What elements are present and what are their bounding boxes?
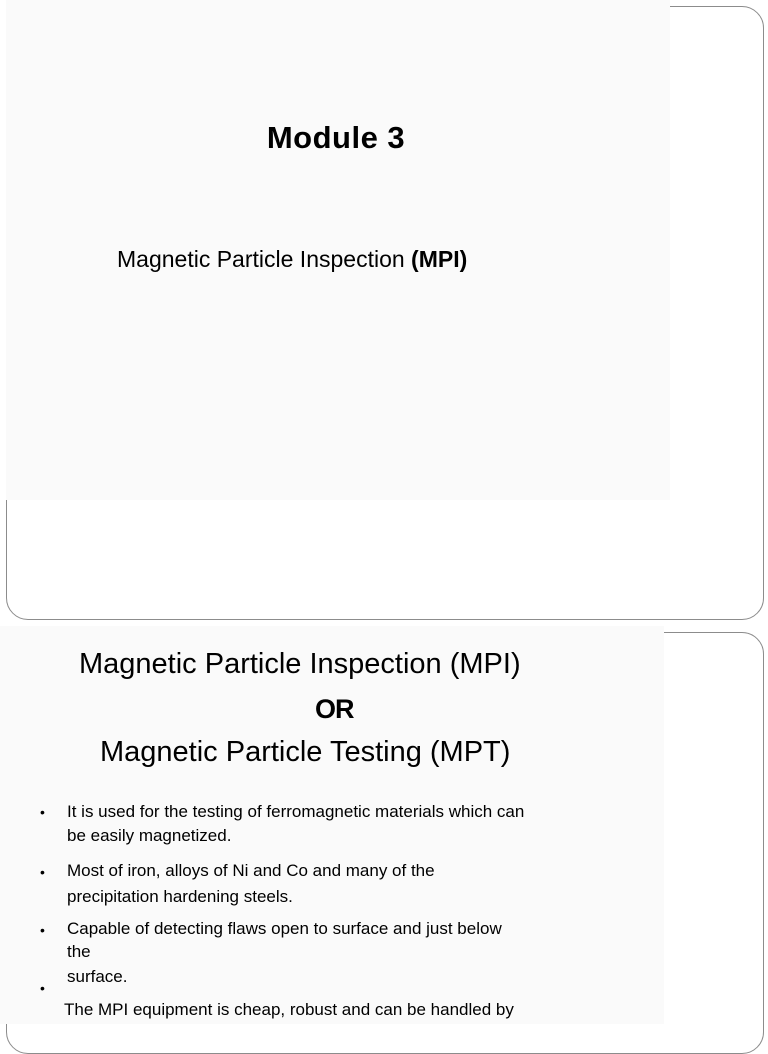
bullet-icon: •: [40, 804, 45, 820]
bullet-icon: •: [40, 922, 45, 938]
bullet-3-line-1: Capable of detecting flaws open to surface and just below: [67, 919, 502, 938]
bullet-3-line-3: surface.: [67, 967, 128, 986]
bullet-1-line-1: It is used for the testing of ferromagnetic materials which can: [67, 802, 525, 821]
heading-mpi: Magnetic Particle Inspection (MPI): [79, 648, 521, 680]
bullet-1-line-2: be easily magnetized.: [67, 826, 232, 845]
subtitle-text: Magnetic Particle Inspection: [117, 246, 412, 272]
bullet-4-line-1: The MPI equipment is cheap, robust and can be handled by: [64, 1000, 514, 1019]
module-title: Module 3: [266, 120, 406, 155]
bullet-icon: •: [40, 980, 45, 996]
heading-or: OR: [315, 694, 354, 724]
bullet-2-line-1: Most of iron, alloys of Ni and Co and many of the: [67, 861, 435, 880]
heading-mpt: Magnetic Particle Testing (MPT): [100, 736, 511, 768]
bullet-icon: •: [40, 864, 45, 880]
subtitle-abbrev: (MPI): [411, 246, 468, 272]
module-subtitle: [117, 246, 467, 273]
bullet-2-line-2: precipitation hardening steels.: [67, 887, 293, 906]
bullet-3-line-2: the: [67, 942, 91, 961]
